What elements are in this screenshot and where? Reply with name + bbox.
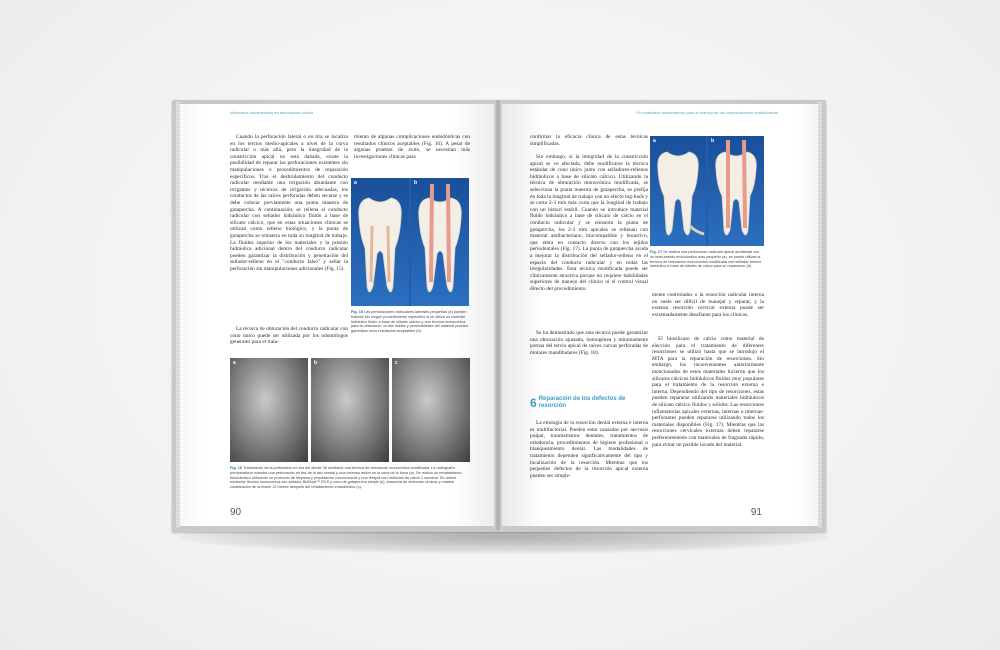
caption-text: Las perforaciones radiculares laterales pequeñas (a) pueden tratarse sin ningún procedimiento específico si se utiliza un material hidráulico fluido a base de silicato cálcico y una técnica monocónica para la obturación; la alta fluidez y penetrabilidad del material pueden garantizar unos resultados aceptables (b). — [351, 310, 468, 334]
paragraph: confirmar la eficacia clínica de estas técnicas simplificadas. — [530, 134, 648, 147]
book-gutter — [494, 100, 502, 530]
panel-label: a — [233, 360, 236, 366]
caption-label: Fig. 15 — [351, 310, 364, 314]
right-column-2 — [652, 292, 764, 492]
panel-label: b — [711, 138, 715, 144]
running-head-right: Os materiales biocerámicos para el manejo de las complicaciones endodónticas — [636, 110, 779, 115]
running-head-left: Materiales biocerámicos en endodoncia clínica — [230, 110, 313, 115]
figure-17-caption — [650, 250, 764, 280]
page-edges-left — [176, 102, 180, 528]
page-number-left: 90 — [230, 507, 242, 518]
figure-16 — [230, 358, 470, 462]
paragraph: Cuando la perforación lateral o en tira se localiza en los tercios medio-apicales a nivel de la curva radicular o más allá, pero la integridad de la constricción apical no está dañada, existe la posibilidad de reparar las perforaciones existentes sin manipulaciones o procedimientos de reparación específicos. Tras el desbridamiento del conducto radicular mediante una irrigación abundante con irrigantes y técnicas de irrigación adecuadas, los conductos de las raíces perforadas deben secarse y se debe colocar previamente una punta maestra de gutapercha. A continuación, se rellena el conducto radicular con sellador hidráulico fluido a base de silicato cálcico, que en estas situaciones clínicas se utilizan como relleno biológico, y la punta de gutapercha se reinserta en toda su longitud de trabajo. La fluidez superior de los materiales y la presión hidráulica adicional dentro del conducto radicular pueden garantizar la distribución y penetración del sellador-relleno en el "conducto falso" y sellar la perforación sin manipulaciones adicionales (Fig. 15). — [230, 134, 348, 272]
figure-panel-b — [708, 136, 764, 246]
figure-17 — [650, 136, 764, 246]
section-heading — [530, 394, 650, 412]
panel-label: c — [395, 360, 398, 366]
paragraph: El biosilicato de calcio como material de elección para el tratamiento de diferentes resorciones se utilizó hasta que se introdujo el MTA para la reparación de resorciones. Sin embargo, los inconvenientes anteriormente mencionados de estos materiales hicieron que los silicatos cálcicos hidráulicos fluidos muy populares para el tratamiento de la resorción externa e interna. Dependiendo del tipo de resorciones, estas pueden repararse utilizando materiales hidráulicos de silicato cálcico fluidos y sólidos. Las resorciones inflamatorias apicales externas, internas o internas-perforantes pueden repararse utilizando todos los materiales disponibles (Fig. 17). Mientras que las resorciones cervicales externas deben repararse preferentemente con materiales de fraguado rápido, para evitar un posible lavado del material. — [652, 336, 764, 448]
caption-text: Se realiza una perforación radicular apical accidental con un instrumento endodóntico más pequeño (a), se puede utilizar la técnica de obturación monocónica modificada con sellador-relleno hidráulico a base de silicato de calcio para su reparación (b). — [650, 250, 762, 269]
paragraph: La etiología de la resorción dental externa e interna es multifactorial. Pueden estar causadas por necrosis pulpar, traumatismos dentales, tratamientos de ortodoncia, procedimientos de higiene profesional o blanqueamiento dental. Las modalidades de tratamiento dependen significativamente del tipo y localización de la resorción. Mientras que los pequeños defectos de la resorción apical externa pueden ser simple- — [530, 420, 648, 479]
paragraph: Sin embargo, si la integridad de la constricción apical se ve afectada, debe modificarse la técnica estándar de cono único junto con selladores-rellenos hidráulicos a base de silicato cálcico. Utilizando la técnica de obturación monocónica modificada, se selecciona la punta maestra de gutapercha, se prefija en toda la longitud de trabajo con un efecto tug-back y se corta 2-3 mm más corta que la longitud de trabajo con un bisturí estéril. Cuando se introduce material fluido hidráulico a base de silicato de calcio en el conducto radicular y se reinserta la punta de gutapercha, los 2-3 mm apicales se rellenan con material antibacteriano, biocompatible y bioactivo, que entra en contacto directo con los tejidos periodontales (Fig. 17). La punta de gutapercha ayuda a mejorar la distribución del sellador-relleno en el espacio del conducto radicular y en todas las irregularidades. Esta técnica modificada puede ser clínicamente atractiva porque no requiere habilidades superiores de manejo del clínico ni el control visual directo del procedimiento. — [530, 154, 648, 292]
panel-label: b — [314, 360, 318, 366]
page-number-right: 91 — [750, 507, 762, 518]
caption-label: Fig. 16 — [230, 466, 243, 470]
left-column-2 — [354, 134, 470, 180]
panel-label: b — [414, 180, 418, 186]
right-column-1b — [530, 420, 648, 510]
caption-label: Fig. 17 — [650, 250, 663, 254]
right-column-1 — [530, 134, 648, 370]
section-number: 6 — [530, 395, 537, 410]
xray-panel-a — [230, 358, 308, 462]
right-page — [500, 104, 820, 526]
figure-16-caption — [230, 466, 470, 506]
tooth-illustration — [351, 178, 409, 306]
figure-panel-a — [351, 178, 409, 306]
tooth-illustration — [708, 136, 764, 246]
page-edges-right — [818, 102, 822, 528]
paragraph: mente controlados o la resorción radicular interna no suele ser difícil de manejar y reparar, y la extensa resorción cervical externa puede ser extremadamente desafiante para los clínicos. — [652, 292, 764, 318]
section-title: Reparación de los defectos de resorción — [538, 395, 626, 409]
panel-label: a — [354, 180, 357, 186]
xray-panel-b — [311, 358, 389, 462]
figure-15 — [351, 178, 469, 306]
tooth-illustration — [411, 178, 469, 306]
figure-15-caption — [351, 310, 469, 334]
tooth-illustration — [650, 136, 706, 246]
paragraph: La técnica de obturación del conducto radicular con cono único puede ser utilizada por los odontólogos generales para el trata- — [230, 326, 348, 346]
xray-panel-c — [392, 358, 470, 462]
panel-label: a — [653, 138, 656, 144]
paragraph: miento de algunas complicaciones endodónticas con resultados clínicos aceptables (Fig. 16). A pesar de algunas pruebas de éxito, se necesitan más investigaciones clínicas para — [354, 134, 470, 160]
figure-panel-a — [650, 136, 706, 246]
caption-text: Tratamiento de la perforación en tira del diente 36 mediante una técnica de obturación monocónica modificada: La radiografía preoperatoria muestra una perforación en tira de la raíz mesial y una extensa lesión en la zona de la furca (a). Se realizó un retratamiento endodóntico utilizando un protocolo de limpieza y preparación convencional y una terapia con hidróxido de calcio 1 semana. Se obturó mediante técnica monocónica con sellador BioRoot™ RCS y cono de gutapercha simple (b). Ausencia de síntomas clínicos y notable cicatrización de la lesión 12 meses después del retratamiento endodóntico (c). — [230, 466, 462, 490]
left-page — [178, 104, 496, 526]
paragraph: Se ha demostrado que esta técnica puede garantizar una obturación ajustada, homogénea y mínimamente porosa del tercio apical de raíces curvas perforadas de molares mandibulares (Fig. 18). — [530, 330, 648, 356]
figure-panel-b — [411, 178, 469, 306]
left-column-1 — [230, 134, 348, 358]
